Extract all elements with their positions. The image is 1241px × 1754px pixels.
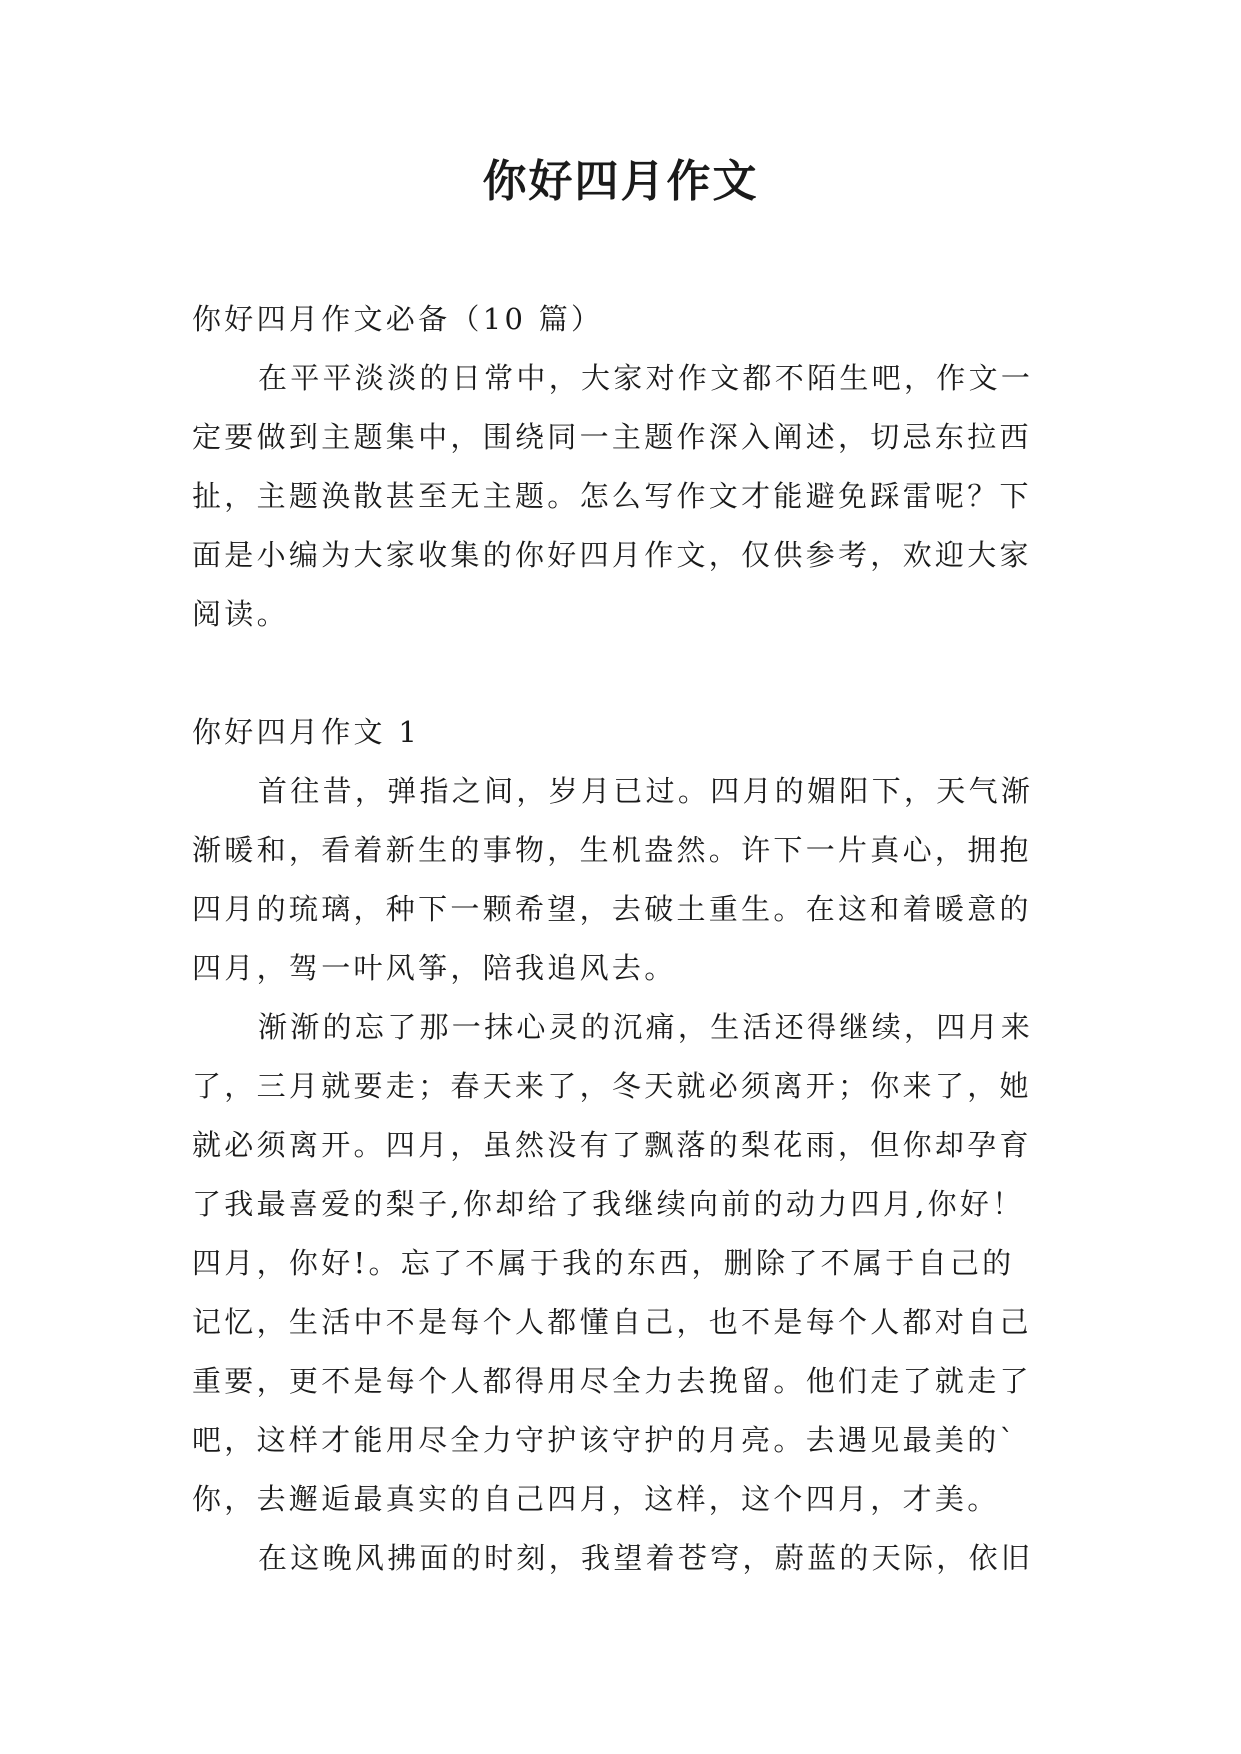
paragraph-line: 了，三月就要走；春天来了，冬天就必须离开；你来了，她 (192, 1069, 1032, 1103)
section-spacer (192, 644, 1060, 703)
section1-paragraph-3 (192, 1529, 1060, 1588)
paragraph-line: 渐渐的忘了那一抹心灵的沉痛，生活还得继续，四月来 (258, 1010, 1034, 1044)
paragraph-line: 四月的琉璃，种下一颗希望，去破土重生。在这和着暖意的 (192, 892, 1032, 926)
intro-line: 扯，主题涣散甚至无主题。怎么写作文才能避免踩雷呢？下 (192, 479, 1032, 513)
section1-paragraph-2 (192, 998, 1060, 1529)
paragraph-line: 重要，更不是每个人都得用尽全力去挽留。他们走了就走了 (192, 1364, 1032, 1398)
paragraph-line: 渐暖和，看着新生的事物，生机盎然。许下一片真心，拥抱 (192, 833, 1032, 867)
paragraph-line: 首往昔，弹指之间，岁月已过。四月的媚阳下，天气渐 (258, 774, 1034, 808)
paragraph-line: 四月，你好!。忘了不属于我的东西，删除了不属于自己的 (192, 1246, 1015, 1280)
paragraph-line: 在这晚风拂面的时刻，我望着苍穹，蔚蓝的天际，依旧 (258, 1541, 1034, 1575)
intro-line: 面是小编为大家收集的你好四月作文，仅供参考，欢迎大家 (192, 538, 1032, 572)
intro-paragraph (192, 349, 1060, 644)
paragraph-line: 你，去邂逅最真实的自己四月，这样，这个四月，才美。 (192, 1482, 1000, 1516)
intro-line: 在平平淡淡的日常中，大家对作文都不陌生吧，作文一 (258, 361, 1034, 395)
document-subtitle: 你好四月作文必备（10 篇） (192, 302, 604, 336)
intro-line: 阅读。 (192, 597, 289, 631)
intro-line: 定要做到主题集中，围绕同一主题作深入阐述，切忌东拉西 (192, 420, 1032, 454)
paragraph-line: 了我最喜爱的梨子,你却给了我继续向前的动力四月,你好！ (192, 1187, 1025, 1221)
paragraph-line: 记忆，生活中不是每个人都懂自己，也不是每个人都对自己 (192, 1305, 1032, 1339)
section-heading: 你好四月作文 1 (192, 715, 421, 749)
section1-paragraph-1 (192, 762, 1060, 998)
document-title: 你好四月作文 (482, 156, 759, 207)
paragraph-line: 四月，驾一叶风筝，陪我追风去。 (192, 951, 677, 985)
paragraph-line: 吧，这样才能用尽全力守护该守护的月亮。去遇见最美的` (192, 1423, 1018, 1457)
document-body (192, 290, 1060, 1588)
paragraph-line: 就必须离开。四月，虽然没有了飘落的梨花雨，但你却孕育 (192, 1128, 1032, 1162)
